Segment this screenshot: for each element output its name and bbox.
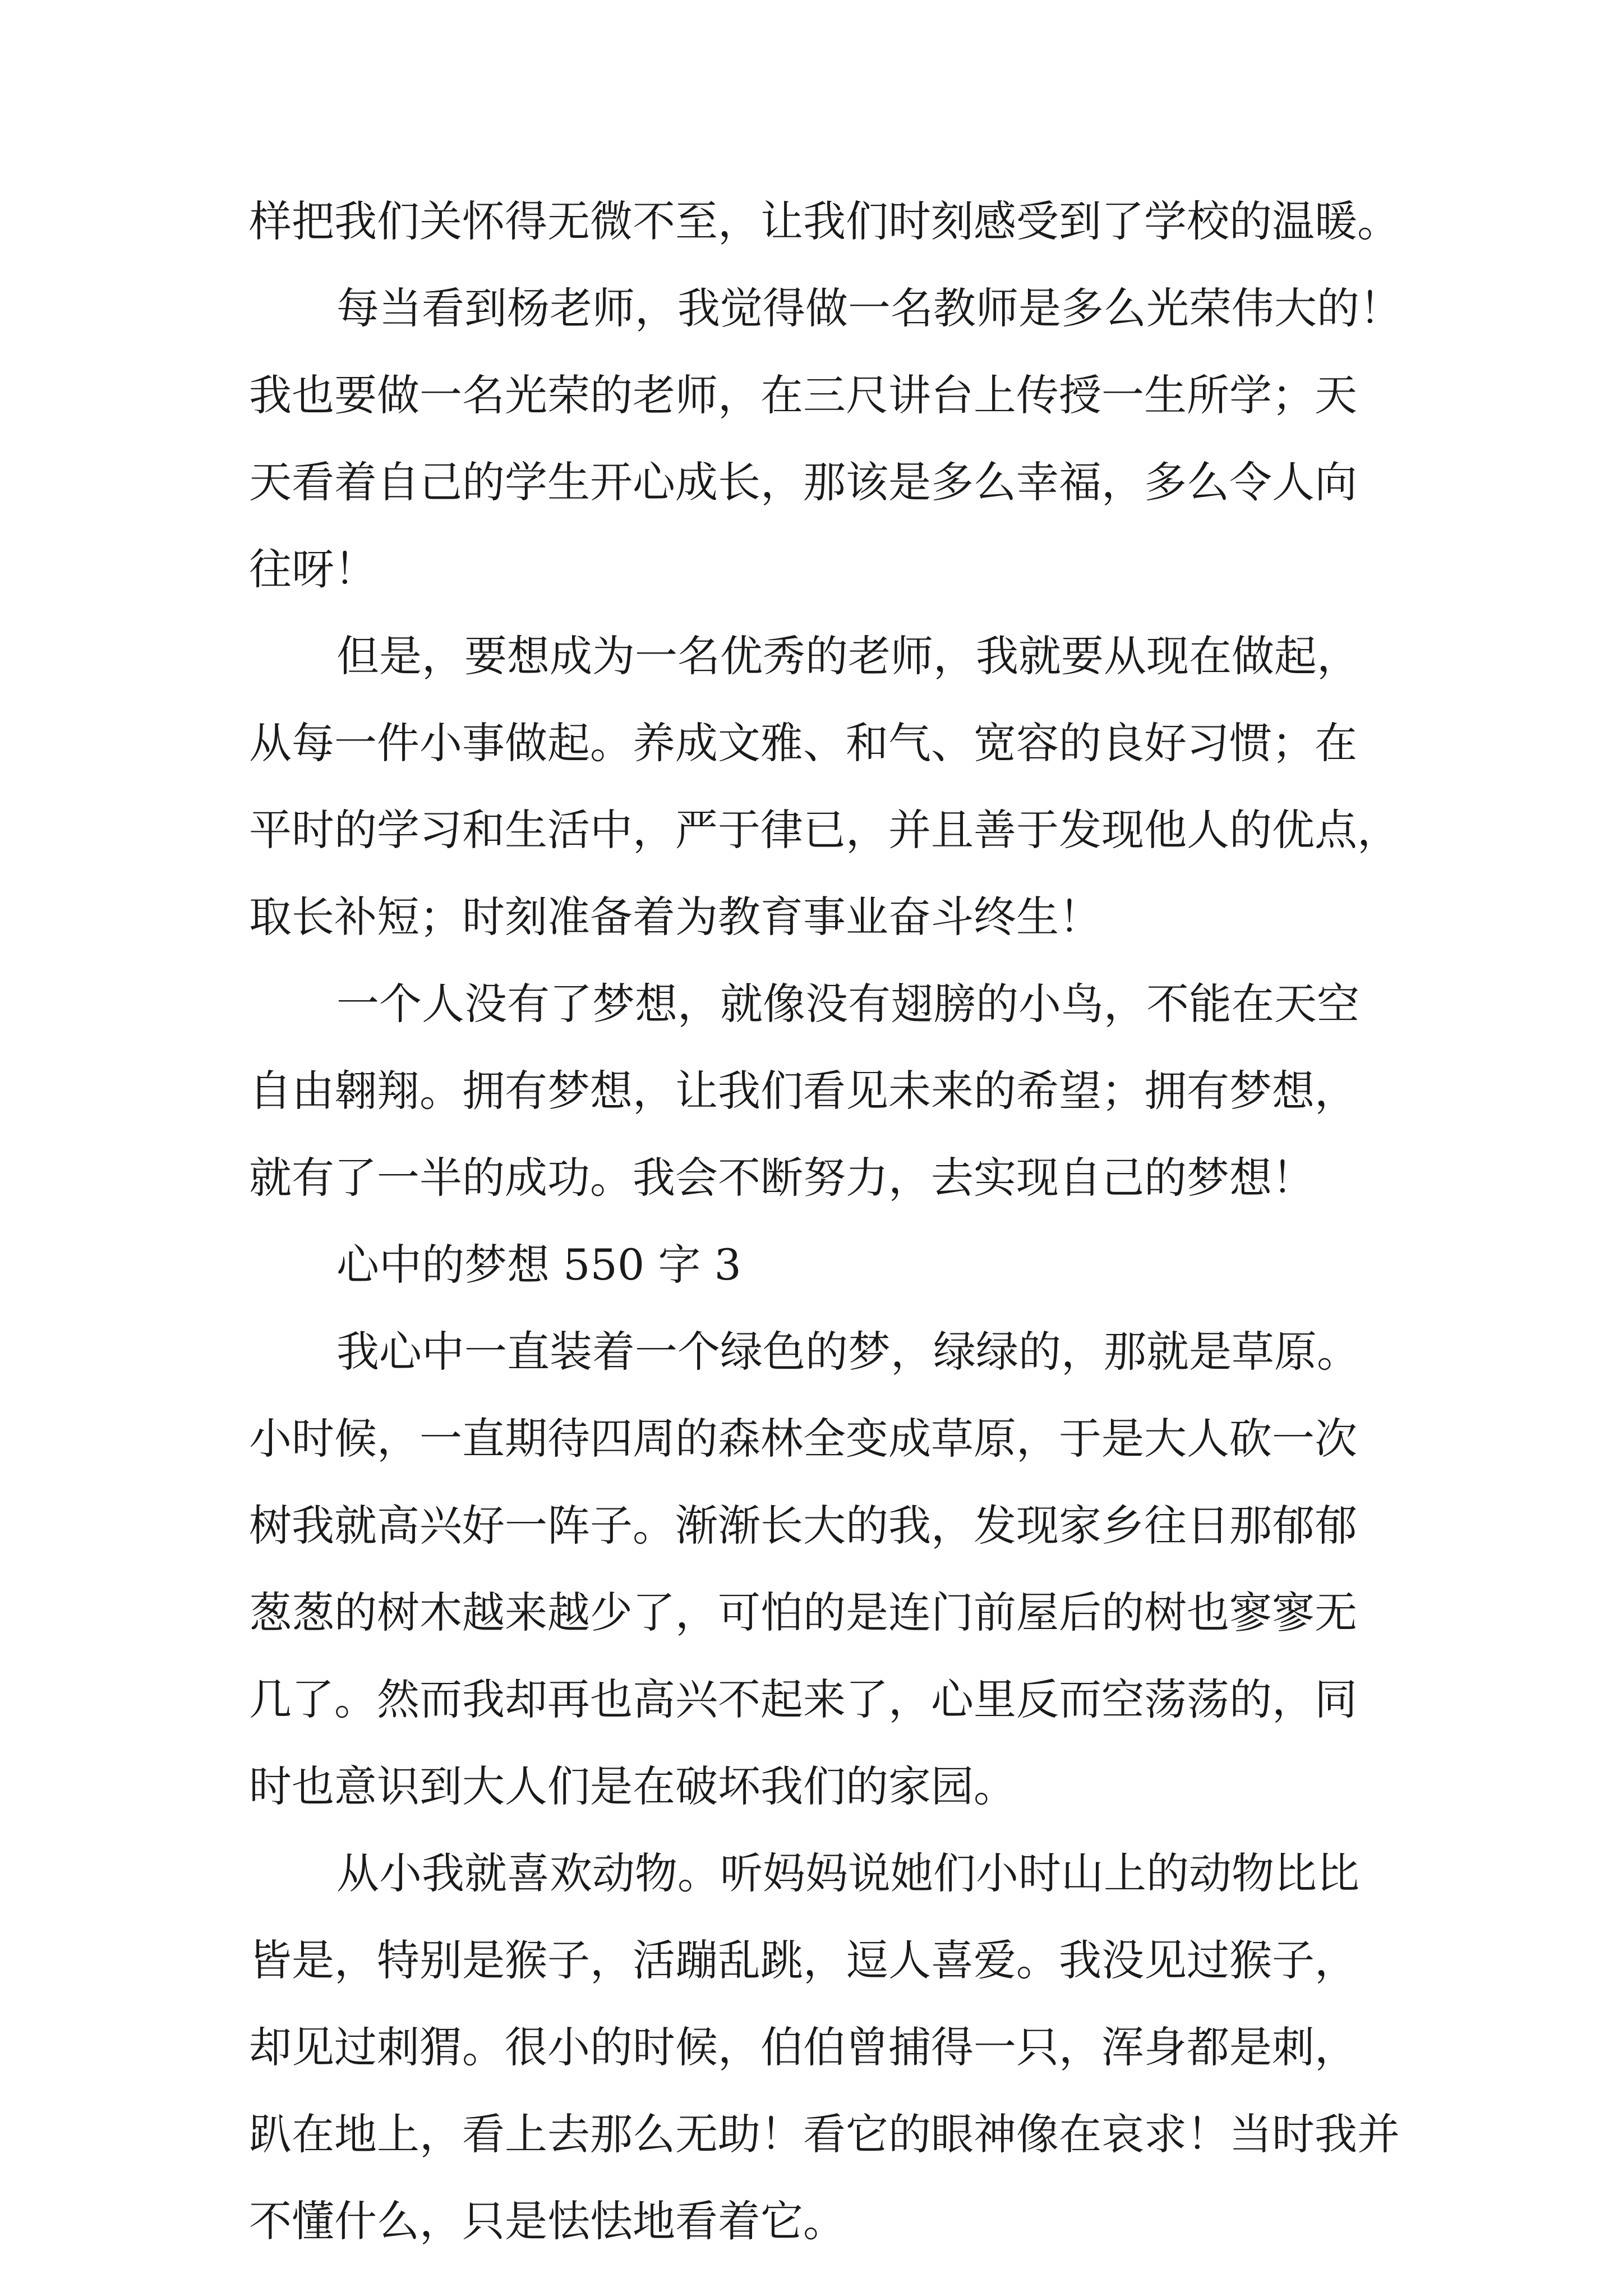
text-line: 葱葱的树木越来越少了，可怕的是连门前屋后的树也寥寥无 (249, 1588, 1357, 1637)
section-heading: 心中的梦想 550 字 3 (336, 1240, 741, 1290)
paragraph-first-line: 我心中一直装着一个绿色的梦，绿绿的，那就是草原。 (336, 1327, 1359, 1377)
text-line: 平时的学习和生活中，严于律已，并且善于发现他人的优点， (249, 805, 1400, 855)
text-line: 时也意识到大人们是在破坏我们的家园。 (249, 1761, 1016, 1811)
text-line: 自由翱翔。拥有梦想，让我们看见未来的希望；拥有梦想， (249, 1066, 1357, 1116)
text-line: 趴在地上，看上去那么无助！看它的眼神像在哀求！当时我并 (249, 2109, 1400, 2159)
text-line: 从每一件小事做起。养成文雅、和气、宽容的良好习惯；在 (249, 718, 1357, 768)
text-line: 我也要做一名光荣的老师，在三尺讲台上传授一生所学；天 (249, 370, 1357, 420)
text-line: 不懂什么，只是怯怯地看着它。 (249, 2196, 846, 2246)
text-line: 树我就高兴好一阵子。渐渐长大的我，发现家乡往日那郁郁 (249, 1501, 1357, 1550)
text-line: 取长补短；时刻准备着为教育事业奋斗终生！ (249, 892, 1101, 942)
text-line: 却见过刺猬。很小的时候，伯伯曾捕得一只，浑身都是刺， (249, 2022, 1357, 2072)
text-line: 几了。然而我却再也高兴不起来了，心里反而空荡荡的，同 (249, 1674, 1357, 1724)
text-line: 往呀！ (249, 544, 377, 594)
paragraph-first-line: 从小我就喜欢动物。听妈妈说她们小时山上的动物比比 (336, 1848, 1359, 1898)
text-line: 样把我们关怀得无微不至，让我们时刻感受到了学校的温暖。 (249, 196, 1400, 246)
text-line: 皆是，特别是猴子，活蹦乱跳，逗人喜爱。我没见过猴子， (249, 1935, 1357, 1985)
text-line: 就有了一半的成功。我会不断努力，去实现自己的梦想！ (249, 1153, 1315, 1203)
text-line: 天看着自己的学生开心成长，那该是多么幸福，多么令人向 (249, 457, 1357, 507)
paragraph-first-line: 每当看到杨老师，我觉得做一名教师是多么光荣伟大的！ (336, 283, 1402, 333)
paragraph-first-line: 一个人没有了梦想，就像没有翅膀的小鸟，不能在天空 (336, 979, 1359, 1029)
text-line: 小时候，一直期待四周的森林全变成草原，于是大人砍一次 (249, 1414, 1357, 1464)
paragraph-first-line: 但是，要想成为一名优秀的老师，我就要从现在做起， (336, 631, 1359, 681)
